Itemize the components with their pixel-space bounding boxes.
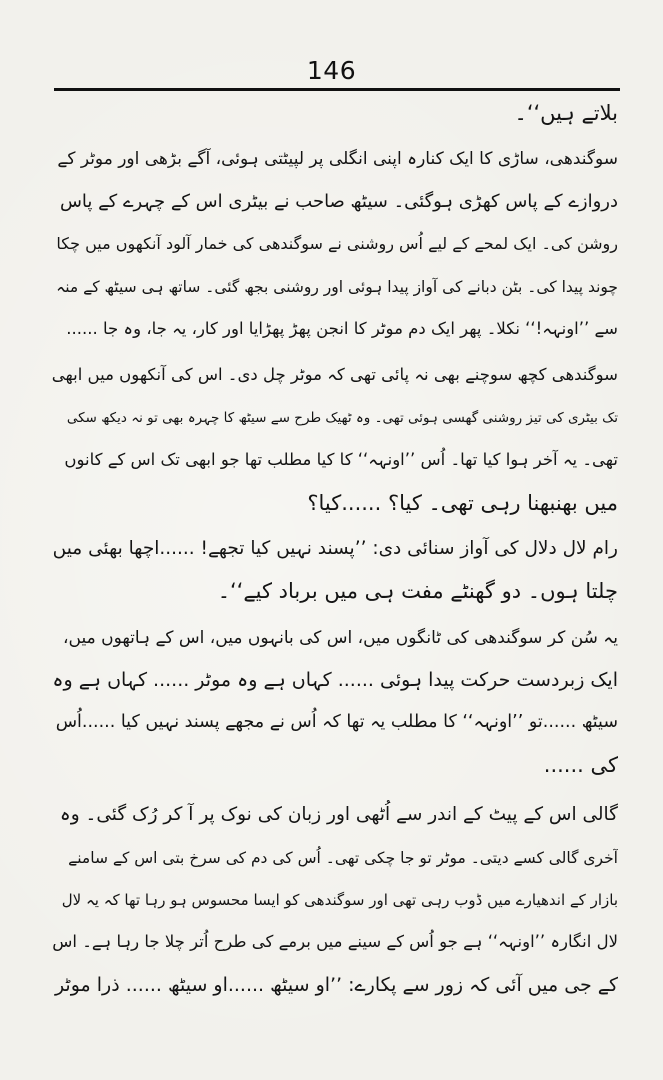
text-line: چلتا ہوں۔ دو گھنٹے مفت ہی میں برباد کیے‘‘۔	[217, 579, 618, 604]
text-line: دروازے کے پاس کھڑی ہوگئی۔ سیٹھ صاحب نے بیٹری اس کے چہرے کے پاس	[59, 190, 618, 212]
text-line: آخری گالی کسے دیتی۔ موٹر تو جا چکی تھی۔ اُس کی دم کی سرخ بتی اس کے سامنے	[68, 848, 618, 867]
text-line: کے جی میں آئی کہ زور سے پکارے: ’’او سیٹھ ......او سیٹھ ...... ذرا موٹر	[54, 973, 618, 996]
text-line: ایک زبردست حرکت پیدا ہوئی ...... کہاں ہے وہ موٹر ...... کہاں ہے وہ	[52, 669, 618, 692]
text-line: گالی اس کے پیٹ کے اندر سے اُٹھی اور زبان کی نوک پر آ کر رُک گئی۔ وہ	[59, 804, 618, 826]
text-line: چوند پیدا کی۔ بٹن دبانے کی آواز پیدا ہوئی اور روشنی بجھ گئی۔ ساتھ ہی سیٹھ کے منہ	[56, 277, 618, 296]
text-line: بازار کے اندھیارے میں ڈوب رہی تھی اور سوگندھی کو ایسا محسوس ہو رہا تھا کہ یہ لال	[61, 891, 618, 910]
page-body	[52, 92, 618, 1006]
text-line: سوگندھی، ساڑی کا ایک کنارہ اپنی انگلی پر لپیٹتی ہوئی، آگے بڑھی اور موٹر کے	[57, 149, 618, 170]
text-line: لال انگارہ ’’اونہہ‘‘ ہے جو اُس کے سینے میں برمے کی طرح اُتر چلا جا رہا ہے۔ اس	[52, 932, 618, 952]
text-line: سیٹھ ......تو ’’اونہہ‘‘ کا مطلب یہ تھا کہ اُس نے مجھے پسند نہیں کیا ......اُس	[55, 712, 618, 733]
text-line: سے ’’اونہہ!‘‘ نکلا۔ پھر ایک دم موٹر کا انجن پھڑ پھڑایا اور کار، یہ جا، وہ جا ......	[66, 318, 618, 338]
text-line: میں بھنبھنا رہی تھی۔ کیا؟ ......کیا؟	[307, 490, 618, 515]
text-line: سوگندھی کچھ سوچنے بھی نہ پائی تھی کہ موٹر چل دی۔ اس کی آنکھوں میں ابھی	[52, 365, 618, 385]
text-line: رام لال دلال کی آواز سنائی دی: ’’پسند نہیں کیا تجھے! ......اچھا بھئی میں	[52, 537, 618, 559]
header-rule	[54, 88, 620, 91]
page-number: 146	[306, 56, 357, 85]
text-line: روشن کی۔ ایک لمحے کے لیے اُس روشنی نے سوگندھی کی خمار آلود آنکھوں میں چکا	[56, 234, 618, 254]
text-line: تھی۔ یہ آخر ہوا کیا تھا۔ اُس ’’اونہہ‘‘ کا کیا مطلب تھا جو ابھی تک اس کے کانوں	[64, 450, 618, 470]
text-line: یہ سُن کر سوگندھی کی ٹانگوں میں، اس کی بانہوں میں، اس کے ہاتھوں میں،	[63, 627, 618, 648]
text-line: بلاتے ہیں‘‘۔	[514, 101, 618, 125]
text-line: کی ......	[543, 752, 618, 777]
text-line: تک بیٹری کی تیز روشنی گھسی ہوئی تھی۔ وہ ٹھیک طرح سے سیٹھ کا چہرہ بھی تو نہ دیکھ سکی	[66, 409, 618, 426]
